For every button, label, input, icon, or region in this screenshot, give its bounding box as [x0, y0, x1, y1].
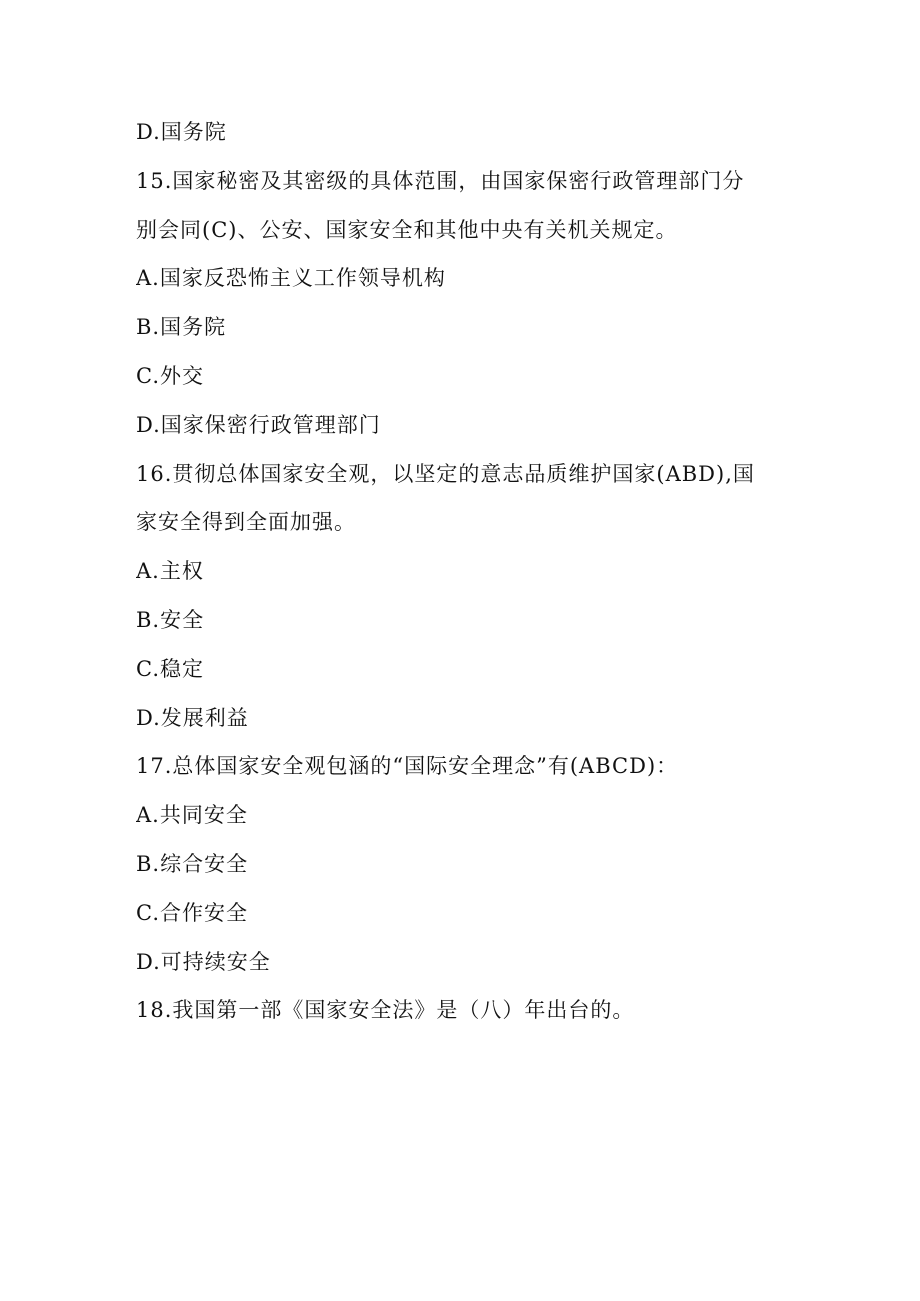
option-line: D.可持续安全: [136, 949, 271, 974]
question-15-line-1: 15.国家秘密及其密级的具体范围，由国家保密行政管理部门分: [136, 168, 745, 193]
option-line: B.国务院: [136, 315, 227, 340]
option-line: B.综合安全: [136, 851, 249, 876]
option-line: D.国务院: [136, 120, 227, 144]
option-line: C.合作安全: [136, 900, 248, 925]
question-17-line: 17.总体国家安全观包涵的“国际安全理念”有(ABCD)：: [136, 754, 679, 779]
question-16-line-1: 16.贯彻总体国家安全观，以坚定的意志品质维护国家(ABD),国: [136, 461, 755, 486]
question-16-line-2: 家安全得到全面加强。: [136, 510, 356, 535]
question-15-line-2: 别会同(C)、公安、国家安全和其他中央有关机关规定。: [136, 217, 678, 242]
option-line: D.国家保密行政管理部门: [136, 412, 381, 437]
option-line: A.共同安全: [136, 803, 248, 828]
question-18-line: 18.我国第一部《国家安全法》是（八）年出台的。: [136, 998, 635, 1023]
document-body: [136, 108, 796, 1035]
option-line: C.稳定: [136, 656, 204, 681]
option-line: A.国家反恐怖主义工作领导机构: [136, 266, 446, 291]
option-line: D.发展利益: [136, 705, 249, 730]
option-line: B.安全: [136, 607, 205, 632]
option-line: A.主权: [136, 559, 204, 584]
option-line: C.外交: [136, 363, 204, 388]
